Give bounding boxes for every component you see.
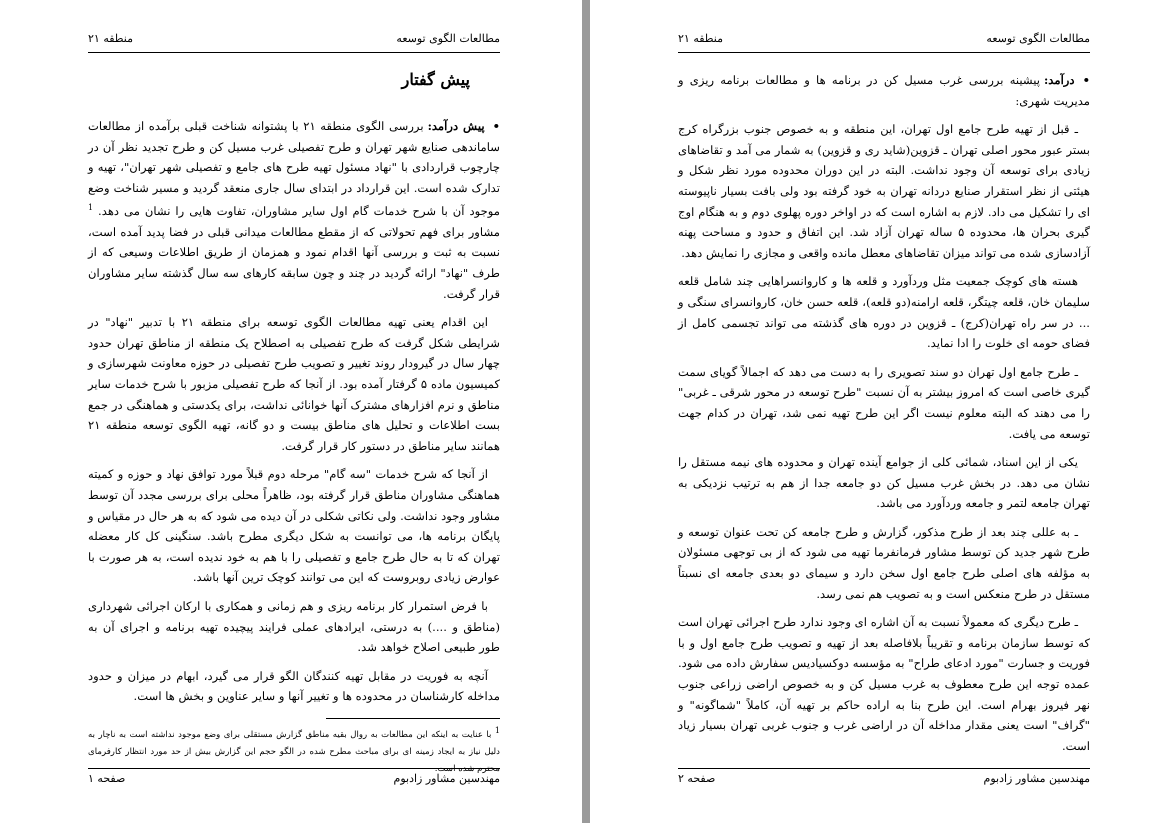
paragraph: از آنجا که شرح خدمات "سه گام" مرحله دوم قبلاً مورد توافق نهاد و حوزه و کمیته هماهنگی مشاوران مناطق قرار گرفته بود، ظاهراً محلی برای بررسی مجدد آن توسط مشاور وجود نداشت. ولی نکاتی شکلی در آن دیده می شود که به هر حال در مقیاس و پایگان برنامه ها، می توانست به شکل دیگری مطرح باشد. سنگینی کل کار معضله تهران که تا به حال طرح جامع و تفصیلی را با هم به خود ندیده است، به هر صورت با عوارض زیادی روبروست که این می توانند کوچک ترین آنها باشد. xyxy=(88,467,500,585)
footnote-mark: 1 xyxy=(494,726,501,735)
header-rule xyxy=(678,52,1090,53)
footnote-ref[interactable]: 1 xyxy=(88,203,94,213)
paragraph: ـ به عللی چند بعد از طرح مذکور، گزارش و طرح جامعه کن تحت عنوان توسعه و طرح شهر جدید کن توسط مشاور فرمانفرما تهیه می شود که از بی توجهی مسئولان به مؤلفه های اصلی طرح جامع اول سخن دارد و سیمای دو بعدی جامعه ای نسبتاً مستقل در طرح منعکس است و به تصویب هم نمی رسد. xyxy=(678,524,1090,601)
section-title: پیش گفتار xyxy=(401,70,470,89)
paragraph: ـ قبل از تهیه طرح جامع اول تهران، این منطقه و به خصوص جنوب بزرگراه کرج بستر عبور محور اصلی تهران ـ قزوین(شاید ری و قزوین) به شمار می آمد و تقاضاهای زیادی برای توسعه آن وجود نداشت. البته در این دوران محدوده مورد نظر شکل و هیئتی از نظر استقرار صنایع دردانه تهران به خود گرفته بود ولی بافت بسیار ناپیوسته ای را تشکیل می داد. لازم به اشاره است که در اواخر دوره پهلوی دوم و به هنگام اوج گیری بحران ها، محدوده ۵ ساله تهران آزاد شد. این اتفاق و حدود و مساحت پهنه آزادسازی شده می تواند میزان تقاضاهای معطل مانده واقعی و مجازی را نمایش دهد. xyxy=(678,122,1090,260)
header-title: مطالعات الگوی توسعه xyxy=(986,32,1090,45)
bullet: • xyxy=(1082,73,1090,87)
paragraph: •درآمد:پیشینه بررسی غرب مسیل کن در برنامه ها و مطالعات برنامه ریزی و مدیریت شهری: xyxy=(678,73,1090,108)
page-header xyxy=(678,30,1090,48)
page-header xyxy=(88,30,500,48)
document-page-1 xyxy=(0,0,582,823)
footer-rule xyxy=(678,768,1090,769)
paragraph: آنچه به فوریت در مقابل تهیه کنندگان الگو قرار می گیرد، ابهام در میزان و حدود مداخله کارشناسان در محدوده ها و تغییر آنها و سایر عناوین و بخش ها است. xyxy=(88,668,500,704)
bullet: • xyxy=(492,119,500,133)
body-text xyxy=(88,116,500,715)
page-number: صفحه ۱ xyxy=(88,772,126,785)
paragraph: یکی از این اسناد، شمائی کلی از جوامع آینده تهران و محدوده های نیمه مستقل را نشان می دهد. در بخش غرب مسیل کن دو جامعه جدا از هم به ترتیب نزدیکی به تهران جامعه لتمر و جامعه وردآورد می باشد. xyxy=(678,455,1090,511)
body-text xyxy=(678,70,1090,764)
page-footer xyxy=(88,772,500,788)
lead-heading: درآمد: xyxy=(1044,73,1075,87)
paragraph: ـ طرح جامع اول تهران دو سند تصویری را به دست می دهد که اجمالاً گویای سمت گیری خاصی است که امروز بیشتر به آن نسبت "طرح توسعه در محور شرقی ـ غربی" را می دهند که البته معلوم نیست اگر این طرح تهیه نمی شد، تهران در کدام جهت توسعه می یافت. xyxy=(678,364,1090,441)
footnote: $^1$ با عنایت به اینکه این مطالعات به روال بقیه مناطق گزارش مستقلی برای وضع موجود نداشته است به ناچار به دلیل نیاز به ایجاد زمینه ای برای مباحث مطرح شده در الگو حجم این گزارش بیش از حد مورد انتظار کارفرمای محترم شده است. xyxy=(88,726,501,774)
document-page-2 xyxy=(590,0,1172,823)
paragraph: با فرض استمرار کار برنامه ریزی و هم زمانی و همکاری با ارکان اجرائی شهرداری (مناطق و ....) به درستی، ایرادهای عملی فرایند پیچیده تهیه برنامه و اجرای آن به طور طبیعی اصلاح خواهد شد. xyxy=(88,598,500,655)
footnote-rule xyxy=(326,718,500,719)
footer-author: مهندسین مشاور زادبوم xyxy=(393,772,500,785)
paragraph: این اقدام یعنی تهیه مطالعات الگوی توسعه برای منطقه ۲۱ با تدبیر "نهاد" در شرایطی شکل گرفت که طرح تفصیلی به اصطلاح یک منطقه از مناطق تهران حدود چهار سال در گیرودار روند تغییر و تصویب طرح تفصیلی در حوزه معاونت شهرسازی و کمیسیون ماده ۵ گرفتار آمده بود. از آنجا که طرح تفصیلی مزبور با شرح خدمات سایر مناطق و نرم افزارهای مشترک آنها خوانائی نداشت، برای یکدستی و هماهنگی در جمع بست اطلاعات و تحلیل های مناطق بیست و دو گانه، تهیه الگوی توسعه منطقه ۲۱ همانند سایر مناطق در دستور کار قرار گرفت. xyxy=(88,315,500,453)
lead-heading: پیش درآمد: xyxy=(427,119,485,133)
page-footer xyxy=(678,772,1090,788)
page-number: صفحه ۲ xyxy=(678,772,716,785)
header-region: منطقه ۲۱ xyxy=(88,32,134,45)
paragraph: •پیش درآمد:بررسی الگوی منطقه ۲۱ با پشتوانه شناخت قبلی برآمده از مطالعات ساماندهی صنایع شهر تهران و طرح تفصیلی غرب مسیل کن و طرح تجدید نظر آن در چارچوب قراردادی با "نهاد مسئول تهیه طرح های جامع و تفصیلی شهر تهران"، تهیه و تدارک شده است. این قرارداد در ابتدای سال جاری منعقد گردید و مسیر شناخت وضع موجود آن با شرح خدمات گام اول سایر مشاوران، تفاوت هایی را نشان می دهد. $^1$ مشاور برای فهم تحولاتی که از مقطع مطالعات میدانی قبلی در فضا پدید آمده است، نسبت به ثبت و بررسی آنها اقدام نمود و همزمان از طریق اطلاعات وسیعی که از طرف "نهاد" ارائه گردید در چند و چون سابقه کارهای سه سال گذشته سایر مشاوران قرار گرفت. xyxy=(88,119,500,301)
paragraph: هسته های کوچک جمعیت مثل وردآورد و قلعه ها و کاروانسراهایی چند شامل قلعه سلیمان خان، قلعه چیتگر، قلعه ارامنه(دو قلعه)، قلعه حسن خان، کاروانسرای سنگی و ... در سر راه تهران(کرج) ـ قزوین در دوره های گذشته می تواند تجسمی کامل از فضای حومه ای خلوت را ادا نماید. xyxy=(678,274,1090,351)
footer-author: مهندسین مشاور زادبوم xyxy=(983,772,1090,785)
header-title: مطالعات الگوی توسعه xyxy=(396,32,500,45)
header-rule xyxy=(88,52,500,53)
paragraph: ـ طرح دیگری که معمولاً نسبت به آن اشاره ای وجود ندارد طرح اجرائی تهران است که توسط سازمان برنامه و تقریباً بلافاصله بعد از تهیه و تصویب طرح جامع اول و با فوریت و جسارت "مورد ادعای طراح" به مؤسسه دوکسیادیس سفارش داده می شود. عمده توجه این طرح معطوف به غرب مسیل کن و به خصوص اراضی زراعی جنوب نهر فیروز بهرام است. این طرح بنا به اراده حاکم بر تهیه آن، کاملاً "شماگونه" و "گراف" است یعنی مقدار مداخله آن در اراضی غرب و جنوب غربی تهران بسیار زیاد است. xyxy=(678,615,1090,753)
header-region: منطقه ۲۱ xyxy=(678,32,724,45)
footer-rule xyxy=(88,768,500,769)
